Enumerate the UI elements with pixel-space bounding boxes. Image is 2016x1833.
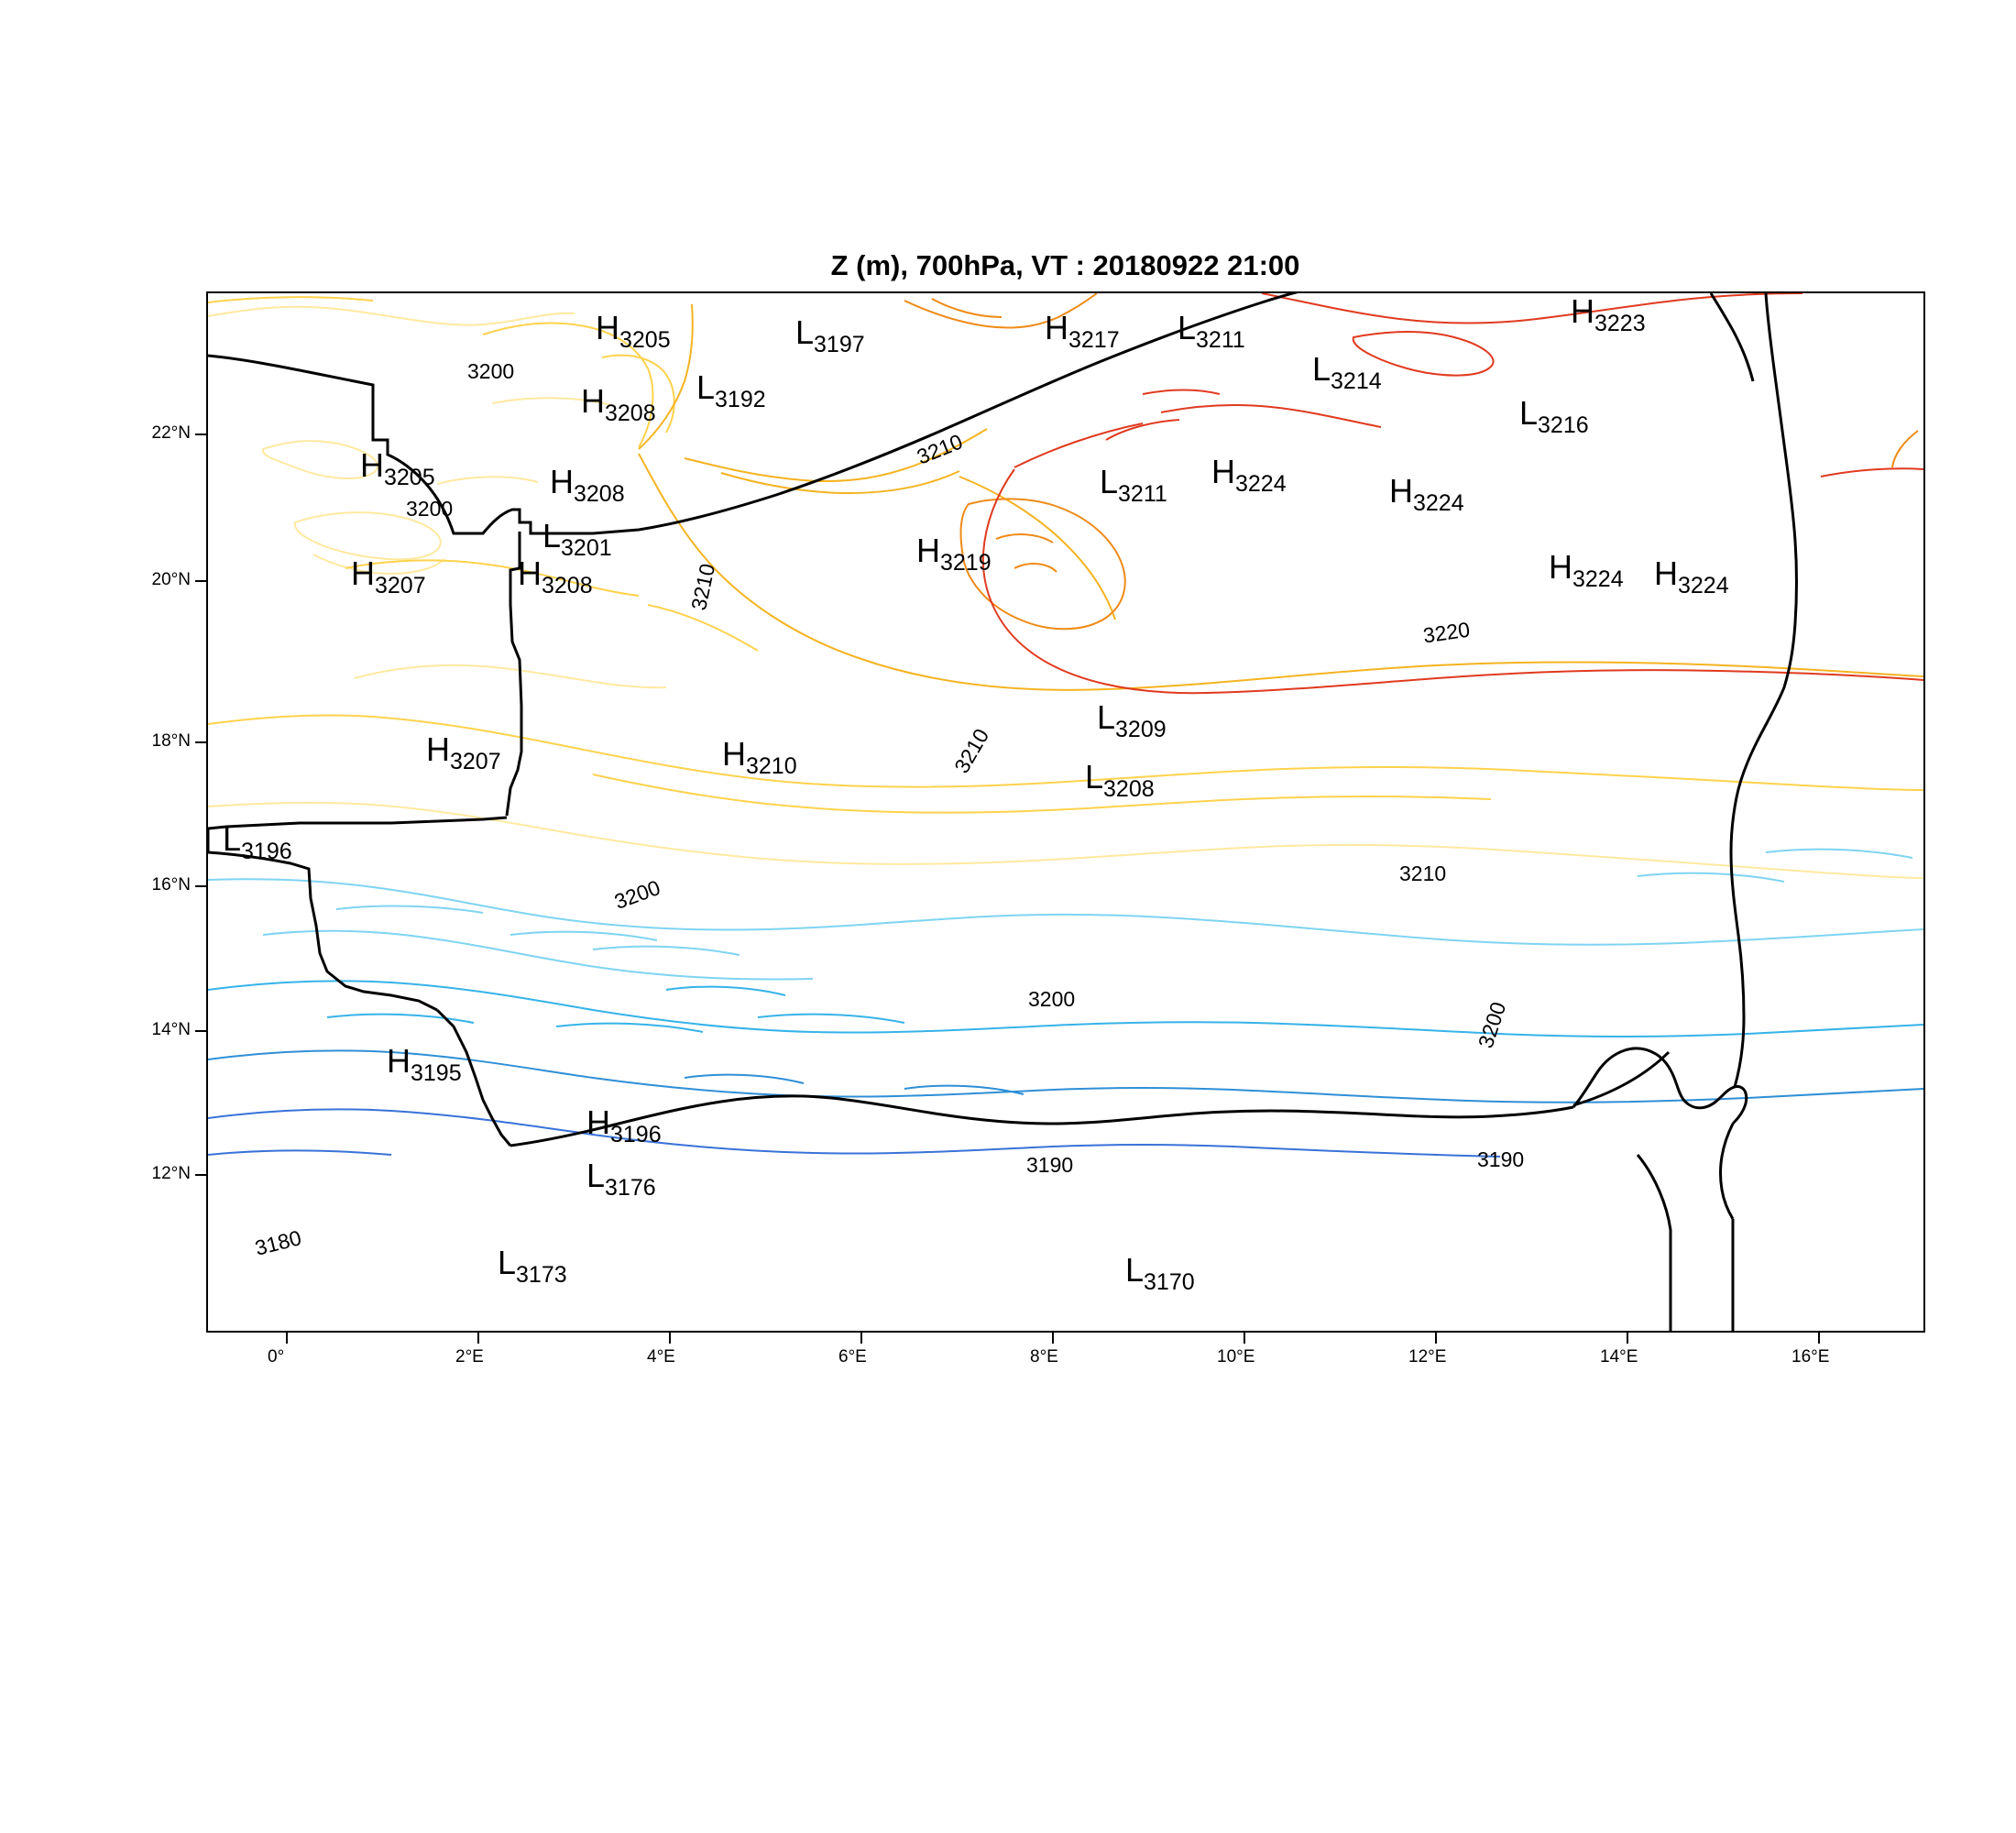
marker-value: 3173 [516,1262,567,1288]
marker-value: 3209 [1115,717,1167,742]
chart-title: Z (m), 700hPa, VT : 20180922 21:00 [830,249,1300,281]
marker-value: 3201 [561,535,612,561]
marker-value: 3196 [610,1122,662,1147]
marker-type: L [223,820,242,858]
extrema-marker-H-3195 [387,1042,462,1086]
extrema-marker-L-3211 [1178,309,1245,353]
x-tick-7: 14°E [1600,1347,1638,1367]
marker-value: 3205 [619,327,671,353]
marker-type: H [1211,453,1235,490]
marker-value: 3195 [411,1060,462,1086]
extrema-marker-H-3217 [1045,309,1120,353]
marker-type: H [586,1103,610,1141]
marker-type: H [387,1042,411,1080]
marker-type: L [542,517,562,554]
marker-value: 3224 [1413,490,1464,516]
marker-value: 3207 [450,749,501,774]
marker-type: H [916,532,940,569]
marker-type: H [722,735,746,773]
marker-type: H [426,730,450,768]
contour-label: 3200 [1473,998,1511,1051]
marker-type: H [351,554,375,592]
extrema-marker-H-3207 [351,554,426,598]
extrema-marker-H-3224 [1211,453,1287,497]
marker-type: L [1178,309,1197,346]
marker-value: 3210 [746,753,797,779]
marker-type: H [1571,292,1594,330]
marker-type: H [1549,548,1572,586]
marker-value: 3208 [1103,776,1155,802]
marker-type: L [795,313,815,351]
marker-type: H [1654,554,1678,592]
contour-label: 3210 [949,724,994,777]
extrema-marker-L-3196 [223,820,292,864]
marker-value: 3219 [940,550,992,576]
marker-type: H [518,554,542,592]
contour-label: 3210 [913,429,966,469]
marker-type: L [1097,698,1116,736]
marker-value: 3224 [1235,471,1287,497]
contour-label: 3200 [610,875,663,914]
marker-value: 3208 [605,401,656,426]
marker-value: 3170 [1144,1269,1195,1295]
marker-value: 3224 [1678,573,1729,598]
y-tick-2: 16°N [151,875,191,895]
marker-type: H [1389,472,1413,510]
y-tick-4: 20°N [151,570,191,589]
extrema-marker-H-3224 [1389,472,1464,516]
x-tick-2: 4°E [647,1347,675,1367]
marker-value: 3211 [1118,481,1167,507]
marker-value: 3197 [814,332,865,357]
extrema-marker-H-3223 [1571,292,1646,336]
extrema-marker-H-3196 [586,1103,662,1147]
y-tick-0: 12°N [151,1164,191,1183]
contour-label: 3180 [252,1225,304,1260]
extrema-marker-H-3224 [1549,548,1624,592]
marker-value: 3207 [375,573,426,598]
x-tick-8: 16°E [1791,1347,1830,1367]
extrema-marker-H-3207 [426,730,501,774]
extrema-marker-L-3216 [1519,394,1589,438]
extrema-marker-H-3208 [518,554,593,598]
extrema-marker-L-3173 [498,1244,567,1288]
y-tick-1: 14°N [151,1020,191,1039]
contour-label: 3190 [1026,1153,1074,1177]
marker-type: L [1100,463,1119,500]
extrema-marker-H-3208 [581,382,656,426]
marker-value: 3217 [1068,327,1120,353]
marker-type: H [581,382,605,420]
extrema-marker-L-3209 [1097,698,1167,742]
marker-type: L [586,1157,606,1194]
contour-label: 3220 [1421,617,1472,648]
marker-type: L [1312,350,1331,388]
y-tick-3: 18°N [151,731,191,751]
x-tick-0: 0° [268,1347,285,1367]
marker-value: 3224 [1572,566,1624,592]
marker-value: 3205 [384,465,435,490]
x-tick-5: 10°E [1217,1347,1255,1367]
marker-value: 3211 [1196,327,1245,353]
extrema-marker-L-3211 [1100,463,1167,507]
y-tick-5: 22°N [151,423,191,443]
marker-value: 3214 [1331,368,1382,394]
marker-type: L [696,368,716,406]
extrema-marker-H-3208 [550,463,625,507]
x-tick-6: 12°E [1408,1347,1447,1367]
marker-type: H [596,309,619,346]
extrema-marker-H-3205 [596,309,671,353]
marker-type: L [1125,1251,1145,1289]
extrema-marker-H-3205 [360,446,435,490]
extrema-marker-L-3214 [1312,350,1382,394]
marker-value: 3192 [715,387,766,412]
marker-value: 3208 [574,481,625,507]
marker-value: 3223 [1594,311,1646,336]
extrema-marker-L-3197 [795,313,865,357]
marker-type: H [1045,309,1068,346]
contour-label: 3200 [1028,987,1076,1011]
x-tick-3: 6°E [838,1347,867,1367]
extrema-marker-H-3224 [1654,554,1729,598]
marker-value: 3176 [605,1175,656,1201]
marker-value: 3216 [1538,412,1589,438]
marker-type: L [1519,394,1539,432]
contour-label: 3200 [406,497,454,521]
marker-value: 3196 [241,839,292,864]
extrema-marker-H-3219 [916,532,992,576]
extrema-marker-L-3201 [542,517,612,561]
marker-type: H [550,463,574,500]
contour-label: 3210 [1399,862,1447,885]
marker-type: L [498,1244,517,1281]
extrema-marker-L-3192 [696,368,766,412]
extrema-marker-L-3176 [586,1157,656,1201]
marker-type: L [1085,758,1104,796]
extrema-marker-L-3208 [1085,758,1155,802]
x-tick-1: 2°E [455,1347,484,1367]
extrema-marker-L-3170 [1125,1251,1195,1295]
extrema-marker-H-3210 [722,735,797,779]
contour-label: 3190 [1477,1147,1525,1171]
contour-label: 3210 [686,561,720,613]
x-tick-4: 8°E [1030,1347,1058,1367]
marker-type: H [360,446,384,484]
marker-value: 3208 [542,573,593,598]
contour-label: 3200 [467,359,515,383]
